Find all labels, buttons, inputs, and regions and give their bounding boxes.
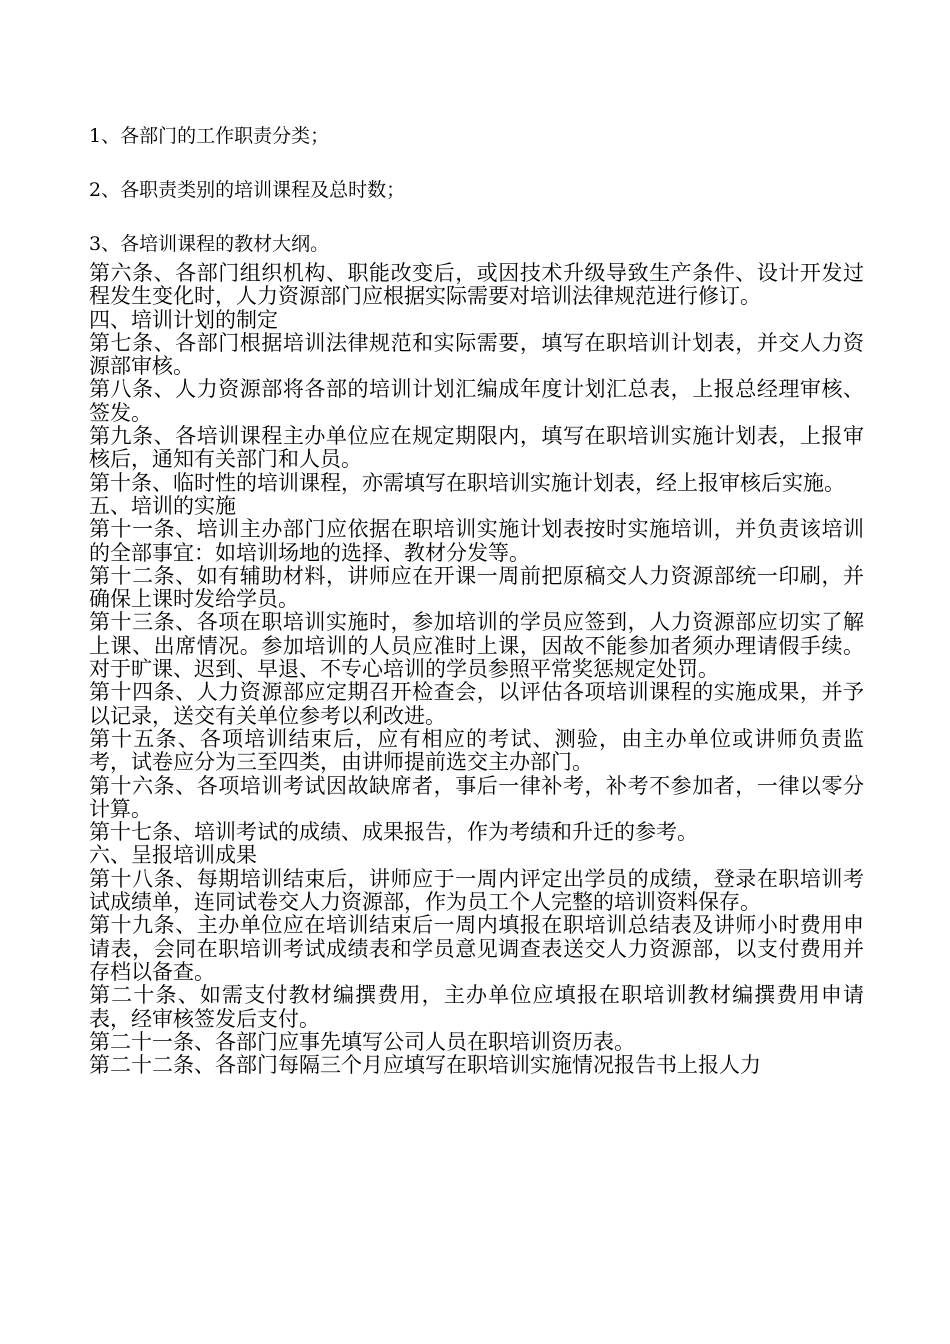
article-11: 第十一条、培训主办部门应依据在职培训实施计划表按时实施培训，并负责该培训的全部事宜：如培训场地的选择、教材分发等。	[89, 517, 864, 565]
article-15: 第十五条、各项培训结束后，应有相应的考试、测验，由主办单位或讲师负责监考，试卷应分为三至四类，由讲师提前选交主办部门。	[89, 726, 864, 775]
article-22: 第二十二条、各部门每隔三个月应填写在职培训实施情况报告书上报人力	[89, 1053, 761, 1078]
article-20: 第二十条、如需支付教材编撰费用，主办单位应填报在职培训教材编撰费用申请表，经审核签发后支付。	[89, 983, 864, 1031]
article-8: 第八条、人力资源部将各部的培训计划汇编成年度计划汇总表，上报总经理审核、签发。	[89, 377, 864, 425]
numbered-list	[89, 122, 864, 284]
article-16: 第十六条、各项培训考试因故缺席者，事后一律补考，补考不参加者，一律以零分计算。	[89, 773, 864, 821]
article-17: 第十七条、培训考试的成绩、成果报告，作为考绩和升迁的参考。	[89, 820, 698, 845]
section-heading-5: 五、培训的实施	[89, 493, 236, 518]
section-heading-6: 六、呈报培训成果	[89, 843, 257, 868]
article-12: 第十二条、如有辅助材料，讲师应在开课一周前把原稿交人力资源部统一印刷，并确保上课时发给学员。	[89, 563, 864, 612]
section-heading-4: 四、培训计划的制定	[89, 307, 278, 332]
document-body	[89, 262, 864, 1077]
list-item-2: 2、各职责类别的培训课程及总时数；	[89, 179, 406, 201]
article-21: 第二十一条、各部门应事先填写公司人员在职培训资历表。	[89, 1029, 635, 1054]
article-7: 第七条、各部门根据培训法律规范和实际需要，填写在职培训计划表，并交人力资源部审核。	[89, 330, 864, 379]
list-item-3: 3、各培训课程的教材大纲。	[89, 233, 330, 255]
article-13: 第十三条、各项在职培训实施时，参加培训的学员应签到，人力资源部应切实了解上课、出席情况。参加培训的人员应准时上课，因故不能参加者须办理请假手续。对于旷课、迟到、早退、不专心培训的学员参照平常奖惩规定处罚。	[89, 610, 864, 682]
article-14: 第十四条、人力资源部应定期召开检查会，以评估各项培训课程的实施成果，并予以记录，送交有关单位参考以利改进。	[89, 680, 864, 728]
list-item-1: 1、各部门的工作职责分类；	[89, 125, 330, 147]
article-9: 第九条、各培训课程主办单位应在规定期限内，填写在职培训实施计划表，上报审核后，通知有关部门和人员。	[89, 424, 864, 472]
article-18: 第十八条、每期培训结束后，讲师应于一周内评定出学员的成绩，登录在职培训考试成绩单，连同试卷交人力资源部，作为员工个人完整的培训资料保存。	[89, 866, 864, 915]
article-6: 第六条、各部门组织机构、职能改变后，或因技术升级导致生产条件、设计开发过程发生变化时，人力资源部门应根据实际需要对培训法律规范进行修订。	[89, 261, 864, 309]
article-19: 第十九条、主办单位应在培训结束后一周内填报在职培训总结表及讲师小时费用申请表，会同在职培训考试成绩表和学员意见调查表送交人力资源部，以支付费用并存档以备查。	[89, 913, 864, 984]
article-10: 第十条、临时性的培训课程，亦需填写在职培训实施计划表，经上报审核后实施。	[89, 470, 845, 495]
